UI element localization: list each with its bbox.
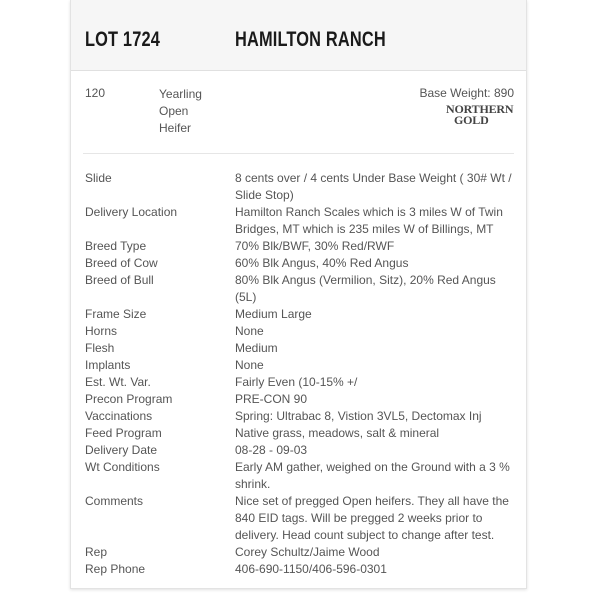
logo-text-top: NORTHERN (446, 102, 514, 116)
detail-label: Vaccinations (85, 409, 153, 423)
detail-value: Medium (235, 341, 278, 355)
head-count: 120 (85, 86, 106, 100)
detail-row (85, 204, 515, 238)
detail-row (85, 340, 515, 357)
detail-value: 60% Blk Angus, 40% Red Angus (235, 256, 409, 270)
detail-label: Feed Program (85, 426, 162, 440)
cattle-description (159, 86, 202, 137)
detail-row (85, 374, 515, 391)
detail-value: 8 cents over / 4 cents Under Base Weight ( 30# Wt / Slide Stop) (235, 171, 512, 202)
lot-summary (71, 71, 526, 156)
detail-value: PRE-CON 90 (235, 392, 308, 406)
detail-value: None (235, 324, 264, 338)
detail-label: Flesh (85, 341, 115, 355)
description-line: Yearling (159, 87, 202, 101)
detail-row (85, 255, 515, 272)
detail-label: Breed Type (85, 239, 147, 253)
detail-value: Nice set of pregged Open heifers. They all have the 840 EID tags. Will be pregged 2 weeks prior to delivery. Head count subject to change after test. (235, 494, 509, 542)
detail-row (85, 493, 515, 544)
detail-label: Horns (85, 324, 118, 338)
detail-row (85, 459, 515, 493)
detail-value: Hamilton Ranch Scales which is 3 miles W of Twin Bridges, MT which is 235 miles W of Billings, MT (235, 205, 503, 236)
detail-value: Fairly Even (10-15% +/ (235, 375, 358, 389)
detail-row (85, 306, 515, 323)
detail-value: 80% Blk Angus (Vermilion, Sitz), 20% Red Angus (5L) (235, 273, 496, 304)
detail-row (85, 272, 515, 306)
detail-value: None (235, 358, 264, 372)
detail-label: Rep (85, 545, 108, 559)
lot-card (70, 0, 527, 589)
lot-number: LOT 1724 (85, 28, 161, 51)
detail-label: Delivery Date (85, 443, 158, 457)
detail-label: Breed of Bull (85, 273, 154, 287)
detail-row (85, 425, 515, 442)
description-line: Open (159, 104, 189, 118)
ranch-name: HAMILTON RANCH (235, 28, 386, 51)
base-weight: Base Weight: 890 (419, 86, 514, 100)
detail-label: Comments (85, 494, 144, 508)
detail-label: Delivery Location (85, 205, 178, 219)
detail-value: 406-690-1150/406-596-0301 (235, 562, 387, 576)
detail-row (85, 544, 515, 561)
logo-text-bottom: GOLD (454, 113, 489, 127)
detail-row (85, 323, 515, 340)
section-divider (83, 153, 514, 154)
detail-label: Implants (85, 358, 131, 372)
detail-label: Wt Conditions (85, 460, 160, 474)
detail-row (85, 408, 515, 425)
lot-details (85, 170, 515, 578)
detail-label: Precon Program (85, 392, 173, 406)
detail-value: Spring: Ultrabac 8, Vistion 3VL5, Dectomax Inj (235, 409, 482, 423)
detail-label: Est. Wt. Var. (85, 375, 151, 389)
detail-row (85, 238, 515, 255)
detail-label: Frame Size (85, 307, 147, 321)
detail-value: Native grass, meadows, salt & mineral (235, 426, 440, 440)
lot-header (71, 0, 526, 71)
detail-label: Breed of Cow (85, 256, 158, 270)
detail-value: Medium Large (235, 307, 312, 321)
detail-row (85, 442, 515, 459)
detail-row (85, 357, 515, 374)
detail-value: Early AM gather, weighed on the Ground with a 3 % shrink. (235, 460, 510, 491)
detail-value: Corey Schultz/Jaime Wood (235, 545, 380, 559)
detail-label: Slide (85, 171, 112, 185)
northern-gold-logo (444, 102, 514, 128)
detail-label: Rep Phone (85, 562, 146, 576)
description-line: Heifer (159, 121, 192, 135)
detail-value: 08-28 - 09-03 (235, 443, 308, 457)
detail-value: 70% Blk/BWF, 30% Red/RWF (235, 239, 395, 253)
detail-row (85, 561, 515, 578)
detail-row (85, 170, 515, 204)
detail-row (85, 391, 515, 408)
